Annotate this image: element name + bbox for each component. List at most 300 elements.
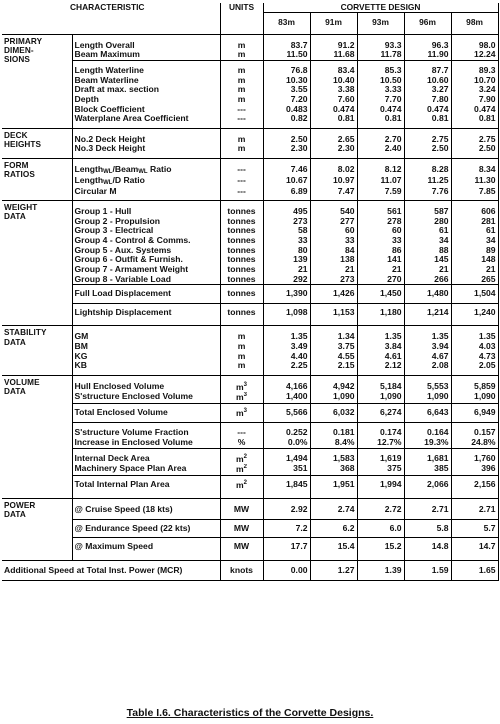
- value-cell: 2.92: [263, 499, 310, 520]
- value-cell: 14.7: [451, 538, 498, 561]
- value-cell: 17.7: [263, 538, 310, 561]
- value-cell: 7.76: [404, 187, 451, 201]
- value-cell: 5.7: [451, 519, 498, 538]
- table-row: [2, 128, 498, 144]
- value-cell: 33: [357, 236, 404, 246]
- value-cell: 58: [263, 226, 310, 236]
- table-row: [2, 392, 498, 403]
- value-cell: 11.07: [357, 176, 404, 187]
- characteristics-table: [2, 3, 499, 581]
- unit-label: m: [220, 342, 263, 352]
- value-cell: 2.30: [310, 144, 357, 158]
- value-cell: 4.40: [263, 352, 310, 362]
- value-cell: 1,400: [263, 392, 310, 403]
- value-cell: 396: [451, 464, 498, 475]
- unit-label: m: [220, 95, 263, 105]
- value-cell: 278: [357, 217, 404, 227]
- unit-label: tonnes: [220, 201, 263, 217]
- parameter-label: KG: [72, 352, 220, 362]
- value-cell: 368: [310, 464, 357, 475]
- parameter-label: Group 1 - Hull: [72, 201, 220, 217]
- unit-label: tonnes: [220, 303, 263, 326]
- value-cell: 88: [404, 246, 451, 256]
- unit-label: %: [220, 438, 263, 448]
- value-cell: 1,619: [357, 448, 404, 464]
- value-cell: 1,583: [310, 448, 357, 464]
- value-cell: 561: [357, 201, 404, 217]
- unit-label: tonnes: [220, 285, 263, 304]
- table-row: [2, 285, 498, 304]
- value-cell: 10.67: [263, 176, 310, 187]
- table-row: [2, 105, 498, 115]
- parameter-label: Internal Deck Area: [72, 448, 220, 464]
- table-row: [2, 475, 498, 498]
- value-cell: 2,156: [451, 475, 498, 498]
- parameter-subscript: WL: [103, 169, 113, 176]
- unit-superscript: 3: [243, 407, 248, 414]
- value-cell: 375: [357, 464, 404, 475]
- value-cell: 5.8: [404, 519, 451, 538]
- value-cell: 33: [263, 236, 310, 246]
- value-cell: 6,032: [310, 403, 357, 422]
- table-row: [2, 217, 498, 227]
- value-cell: 2.74: [310, 499, 357, 520]
- value-cell: 138: [310, 255, 357, 265]
- table-row: [2, 448, 498, 464]
- value-cell: 1,426: [310, 285, 357, 304]
- value-cell: 14.8: [404, 538, 451, 561]
- value-cell: 0.474: [357, 105, 404, 115]
- value-cell: 87.7: [404, 61, 451, 76]
- table-row: [2, 226, 498, 236]
- unit-label: tonnes: [220, 265, 263, 275]
- value-cell: 96.3: [404, 34, 451, 50]
- value-cell: 3.75: [310, 342, 357, 352]
- value-cell: 6,643: [404, 403, 451, 422]
- value-cell: 1,090: [451, 392, 498, 403]
- table-row: [2, 176, 498, 187]
- value-cell: 83.4: [310, 61, 357, 76]
- value-cell: 385: [404, 464, 451, 475]
- unit-label: ---: [220, 423, 263, 438]
- unit-label: m: [220, 76, 263, 86]
- value-cell: 141: [357, 255, 404, 265]
- value-cell: 2.50: [451, 144, 498, 158]
- value-cell: 1,180: [357, 303, 404, 326]
- value-cell: 1,504: [451, 285, 498, 304]
- table-row: [2, 255, 498, 265]
- category-label: [2, 499, 72, 561]
- unit-label: m: [220, 326, 263, 342]
- value-cell: 84: [310, 246, 357, 256]
- parameter-label: Hull Enclosed Volume: [72, 375, 220, 392]
- value-cell: 61: [404, 226, 451, 236]
- value-cell: 15.4: [310, 538, 357, 561]
- value-cell: 0.474: [310, 105, 357, 115]
- value-cell: 2.71: [451, 499, 498, 520]
- unit-label: [220, 475, 263, 498]
- value-cell: 11.30: [451, 176, 498, 187]
- value-cell: 80: [263, 246, 310, 256]
- value-cell: 0.181: [310, 423, 357, 438]
- parameter-subscript: WL: [138, 169, 148, 176]
- unit-superscript: 3: [243, 392, 248, 399]
- parameter-label: Total Enclosed Volume: [72, 403, 220, 422]
- table-row: [2, 275, 498, 285]
- value-cell: 2.30: [263, 144, 310, 158]
- unit-text: m: [236, 464, 244, 474]
- unit-label: knots: [220, 560, 263, 580]
- category-label: [2, 128, 72, 158]
- unit-label: tonnes: [220, 226, 263, 236]
- value-cell: 1.65: [451, 560, 498, 580]
- parameter-label: Group 3 - Electrical: [72, 226, 220, 236]
- value-cell: 2.08: [404, 361, 451, 375]
- parameter-label: Draft at max. section: [72, 85, 220, 95]
- parameter-text: Ratio: [147, 164, 172, 175]
- value-cell: 0.82: [263, 114, 310, 128]
- value-cell: 7.2: [263, 519, 310, 538]
- table-row: [2, 144, 498, 158]
- corvette-design-header: CORVETTE DESIGN: [263, 3, 498, 13]
- value-cell: 21: [310, 265, 357, 275]
- value-cell: 1.27: [310, 560, 357, 580]
- value-cell: 83.7: [263, 34, 310, 50]
- value-cell: 2.71: [404, 499, 451, 520]
- category-line: STABILITY: [4, 328, 47, 338]
- value-cell: 0.474: [404, 105, 451, 115]
- value-cell: 4.67: [404, 352, 451, 362]
- parameter-label: Group 2 - Propulsion: [72, 217, 220, 227]
- unit-label: ---: [220, 187, 263, 201]
- value-cell: 1,494: [263, 448, 310, 464]
- value-cell: 145: [404, 255, 451, 265]
- value-cell: 10.60: [404, 76, 451, 86]
- unit-label: [220, 392, 263, 403]
- value-cell: 21: [357, 265, 404, 275]
- value-cell: 21: [404, 265, 451, 275]
- value-cell: 11.68: [310, 50, 357, 60]
- value-cell: 2.25: [263, 361, 310, 375]
- value-cell: 4,942: [310, 375, 357, 392]
- value-cell: 86: [357, 246, 404, 256]
- value-cell: 60: [357, 226, 404, 236]
- category-label: [2, 34, 72, 128]
- value-cell: 1,845: [263, 475, 310, 498]
- value-cell: 0.81: [404, 114, 451, 128]
- unit-label: MW: [220, 519, 263, 538]
- value-cell: 2.15: [310, 361, 357, 375]
- parameter-label: S'structure Enclosed Volume: [72, 392, 220, 403]
- parameter-label: Additional Speed at Total Inst. Power (MCR): [2, 560, 220, 580]
- value-cell: 4.73: [451, 352, 498, 362]
- value-cell: 0.0%: [263, 438, 310, 448]
- table-body: [2, 34, 498, 580]
- unit-label: tonnes: [220, 217, 263, 227]
- parameter-label: Group 4 - Control & Comms.: [72, 236, 220, 246]
- value-cell: 5,859: [451, 375, 498, 392]
- category-line: DATA: [4, 337, 26, 347]
- design-header-93m: 93m: [357, 13, 404, 34]
- value-cell: 6.2: [310, 519, 357, 538]
- unit-label: [220, 464, 263, 475]
- value-cell: 60: [310, 226, 357, 236]
- value-cell: 85.3: [357, 61, 404, 76]
- unit-label: m: [220, 352, 263, 362]
- parameter-label: Increase in Enclosed Volume: [72, 438, 220, 448]
- value-cell: 277: [310, 217, 357, 227]
- value-cell: 7.59: [357, 187, 404, 201]
- category-label: [2, 159, 72, 201]
- parameter-label: @ Endurance Speed (22 kts): [72, 519, 220, 538]
- value-cell: 1,951: [310, 475, 357, 498]
- value-cell: 10.40: [310, 76, 357, 86]
- parameter-text: /Beam: [112, 164, 139, 175]
- unit-label: m: [220, 128, 263, 144]
- table-row: [2, 303, 498, 326]
- table-caption: [0, 707, 500, 719]
- table-row: [2, 265, 498, 275]
- value-cell: 24.8%: [451, 438, 498, 448]
- table-row: [2, 438, 498, 448]
- table-row: [2, 560, 498, 580]
- category-label: [2, 201, 72, 326]
- value-cell: 6.0: [357, 519, 404, 538]
- value-cell: 2.65: [310, 128, 357, 144]
- parameter-label: [72, 159, 220, 176]
- value-cell: 7.90: [451, 95, 498, 105]
- characteristic-header: CHARACTERISTIC: [2, 3, 220, 34]
- value-cell: 7.20: [263, 95, 310, 105]
- value-cell: 1,214: [404, 303, 451, 326]
- table-row: [2, 538, 498, 561]
- value-cell: 292: [263, 275, 310, 285]
- header-row-1: [2, 3, 498, 13]
- parameter-label: KB: [72, 361, 220, 375]
- category-line: DATA: [4, 387, 26, 397]
- value-cell: 7.60: [310, 95, 357, 105]
- table-row: [2, 464, 498, 475]
- table-row: [2, 403, 498, 422]
- value-cell: 4.61: [357, 352, 404, 362]
- value-cell: 8.02: [310, 159, 357, 176]
- unit-label: ---: [220, 105, 263, 115]
- unit-label: m: [220, 144, 263, 158]
- table-row: [2, 34, 498, 50]
- value-cell: 2.40: [357, 144, 404, 158]
- value-cell: 148: [451, 255, 498, 265]
- value-cell: 1,090: [357, 392, 404, 403]
- table-row: [2, 361, 498, 375]
- category-line: WEIGHT: [4, 203, 38, 213]
- parameter-label: Block Coefficient: [72, 105, 220, 115]
- value-cell: 2.12: [357, 361, 404, 375]
- unit-text: m: [236, 407, 244, 418]
- value-cell: 1,153: [310, 303, 357, 326]
- value-cell: 0.252: [263, 423, 310, 438]
- value-cell: 281: [451, 217, 498, 227]
- parameter-label: Beam Waterline: [72, 76, 220, 86]
- units-header: UNITS: [220, 3, 263, 34]
- value-cell: 2,066: [404, 475, 451, 498]
- category-line: FORM: [4, 161, 29, 171]
- unit-label: tonnes: [220, 275, 263, 285]
- value-cell: 1,090: [310, 392, 357, 403]
- parameter-text: Length: [74, 164, 104, 175]
- value-cell: 6,949: [451, 403, 498, 422]
- value-cell: 61: [451, 226, 498, 236]
- value-cell: 351: [263, 464, 310, 475]
- value-cell: 273: [310, 275, 357, 285]
- value-cell: 11.25: [404, 176, 451, 187]
- value-cell: 76.8: [263, 61, 310, 76]
- value-cell: 1.59: [404, 560, 451, 580]
- unit-label: m: [220, 50, 263, 60]
- unit-label: [220, 448, 263, 464]
- unit-superscript: 2: [243, 464, 248, 471]
- parameter-label: Group 8 - Variable Load: [72, 275, 220, 285]
- value-cell: 7.47: [310, 187, 357, 201]
- value-cell: 1,480: [404, 285, 451, 304]
- table-row: [2, 114, 498, 128]
- table-row: [2, 85, 498, 95]
- value-cell: 3.55: [263, 85, 310, 95]
- value-cell: 2.75: [451, 128, 498, 144]
- unit-label: tonnes: [220, 236, 263, 246]
- value-cell: 4.55: [310, 352, 357, 362]
- unit-label: [220, 375, 263, 392]
- value-cell: 3.84: [357, 342, 404, 352]
- value-cell: 10.97: [310, 176, 357, 187]
- category-line: DECK: [4, 130, 28, 140]
- value-cell: 5,566: [263, 403, 310, 422]
- value-cell: 1,760: [451, 448, 498, 464]
- unit-label: m: [220, 61, 263, 76]
- table-row: [2, 342, 498, 352]
- value-cell: 21: [451, 265, 498, 275]
- value-cell: 2.50: [404, 144, 451, 158]
- table-row: [2, 61, 498, 76]
- category-line: DATA: [4, 510, 26, 520]
- value-cell: 11.50: [263, 50, 310, 60]
- category-line: SIONS: [4, 55, 30, 65]
- unit-label: MW: [220, 499, 263, 520]
- value-cell: 1.35: [451, 326, 498, 342]
- value-cell: 0.483: [263, 105, 310, 115]
- table-row: [2, 76, 498, 86]
- value-cell: 8.4%: [310, 438, 357, 448]
- table-row: [2, 50, 498, 60]
- value-cell: 8.34: [451, 159, 498, 176]
- value-cell: 3.38: [310, 85, 357, 95]
- design-header-83m: 83m: [263, 13, 310, 34]
- unit-label: m: [220, 85, 263, 95]
- value-cell: 0.164: [404, 423, 451, 438]
- value-cell: 8.12: [357, 159, 404, 176]
- value-cell: 6.89: [263, 187, 310, 201]
- value-cell: 6,274: [357, 403, 404, 422]
- value-cell: 93.3: [357, 34, 404, 50]
- value-cell: 0.81: [451, 114, 498, 128]
- design-header-98m: 98m: [451, 13, 498, 34]
- parameter-label: S'structure Volume Fraction: [72, 423, 220, 438]
- value-cell: 1,994: [357, 475, 404, 498]
- value-cell: 0.174: [357, 423, 404, 438]
- value-cell: 3.27: [404, 85, 451, 95]
- parameter-label: Length Overall: [72, 34, 220, 50]
- parameter-label: Waterplane Area Coefficient: [72, 114, 220, 128]
- parameter-label: BM: [72, 342, 220, 352]
- value-cell: 3.49: [263, 342, 310, 352]
- value-cell: 10.50: [357, 76, 404, 86]
- value-cell: 0.00: [263, 560, 310, 580]
- value-cell: 280: [404, 217, 451, 227]
- value-cell: 7.70: [357, 95, 404, 105]
- value-cell: 0.474: [451, 105, 498, 115]
- unit-label: ---: [220, 176, 263, 187]
- value-cell: 7.80: [404, 95, 451, 105]
- unit-label: m: [220, 34, 263, 50]
- value-cell: 2.75: [404, 128, 451, 144]
- value-cell: 1,098: [263, 303, 310, 326]
- parameter-label: Machinery Space Plan Area: [72, 464, 220, 475]
- parameter-label: [72, 176, 220, 187]
- design-header-91m: 91m: [310, 13, 357, 34]
- value-cell: 5,184: [357, 375, 404, 392]
- value-cell: 7.85: [451, 187, 498, 201]
- category-label: [2, 326, 72, 376]
- parameter-label: Full Load Displacement: [72, 285, 220, 304]
- table-row: [2, 423, 498, 438]
- parameter-label: No.2 Deck Height: [72, 128, 220, 144]
- parameter-label: Group 6 - Outfit & Furnish.: [72, 255, 220, 265]
- unit-superscript: 2: [243, 479, 248, 486]
- unit-superscript: 2: [243, 453, 248, 460]
- value-cell: 11.90: [404, 50, 451, 60]
- value-cell: 10.70: [451, 76, 498, 86]
- table-row: [2, 352, 498, 362]
- parameter-text: /D Ratio: [112, 175, 145, 185]
- value-cell: 1,090: [404, 392, 451, 403]
- table-row: [2, 187, 498, 201]
- value-cell: 98.0: [451, 34, 498, 50]
- value-cell: 4,166: [263, 375, 310, 392]
- unit-superscript: 3: [243, 381, 248, 388]
- value-cell: 12.7%: [357, 438, 404, 448]
- parameter-label: Total Internal Plan Area: [72, 475, 220, 498]
- value-cell: 21: [263, 265, 310, 275]
- value-cell: 1.35: [404, 326, 451, 342]
- value-cell: 1,240: [451, 303, 498, 326]
- value-cell: 1.35: [263, 326, 310, 342]
- table-row: [2, 519, 498, 538]
- parameter-label: Depth: [72, 95, 220, 105]
- value-cell: 3.94: [404, 342, 451, 352]
- table-row: [2, 499, 498, 520]
- value-cell: 606: [451, 201, 498, 217]
- unit-label: ---: [220, 114, 263, 128]
- unit-label: tonnes: [220, 246, 263, 256]
- parameter-label: Circular M: [72, 187, 220, 201]
- value-cell: 587: [404, 201, 451, 217]
- unit-label: [220, 403, 263, 422]
- value-cell: 91.2: [310, 34, 357, 50]
- parameter-label: Length Waterline: [72, 61, 220, 76]
- value-cell: 1.35: [357, 326, 404, 342]
- value-cell: 89: [451, 246, 498, 256]
- unit-text: m: [236, 479, 244, 490]
- parameter-label: Lightship Displacement: [72, 303, 220, 326]
